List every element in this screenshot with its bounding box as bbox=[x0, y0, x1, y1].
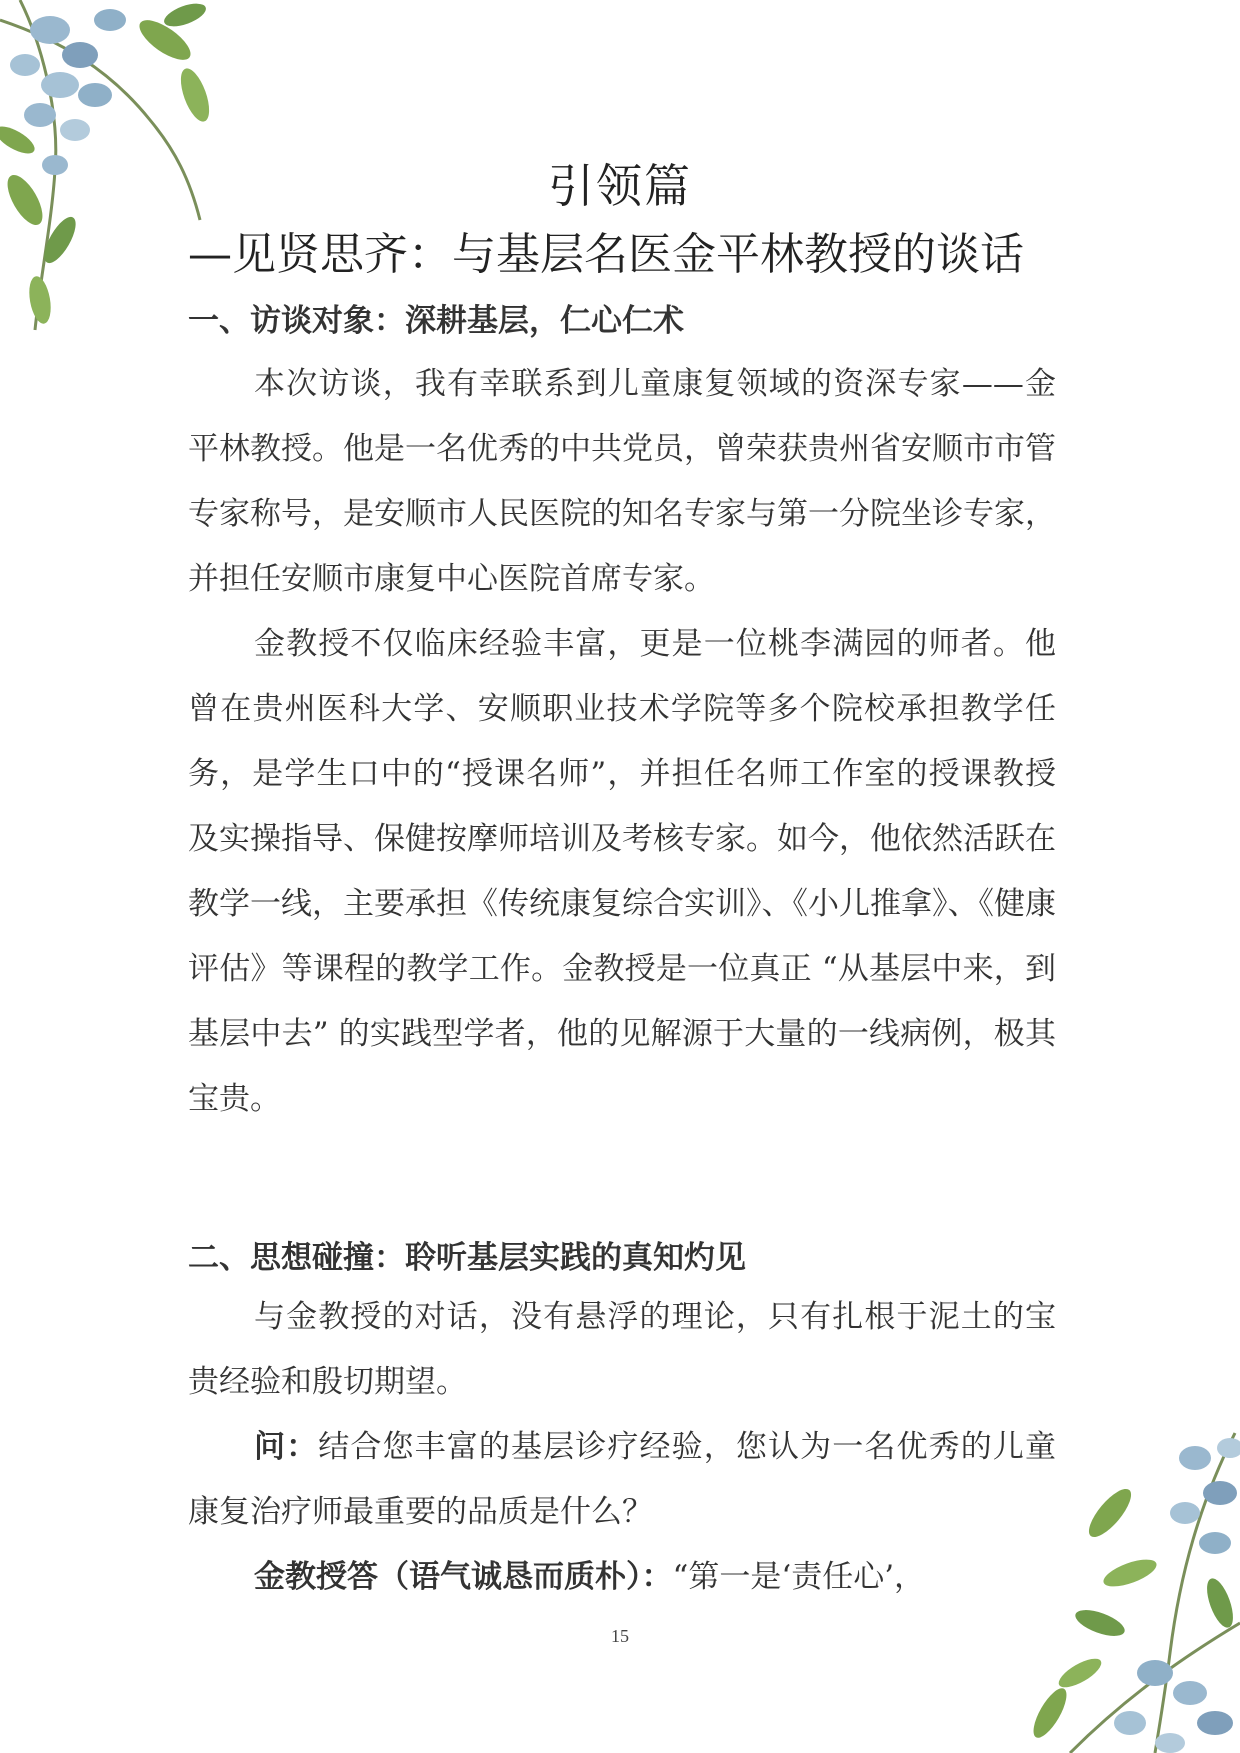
section-heading: 一、访谈对象：深耕基层，仁心仁术 bbox=[188, 303, 684, 339]
paragraph: 与金教授的对话，没有悬浮的理论，只有扎根于泥土的宝贵经验和殷切期望。 bbox=[188, 1299, 1056, 1400]
answer-paragraph bbox=[188, 1545, 1056, 1610]
page-number: 15 bbox=[611, 1626, 629, 1646]
answer-text: “第一是‘责任心’， bbox=[672, 1559, 926, 1595]
section-heading: 二、思想碰撞：聆听基层实践的真知灼见 bbox=[188, 1240, 746, 1276]
page-subtitle: —见贤思齐：与基层名医金平林教授的谈话 bbox=[188, 229, 1024, 280]
paragraph: 金教授不仅临床经验丰富，更是一位桃李满园的师者。他曾在贵州医科大学、安顺职业技术学院等多个院校承担教学任务，是学生口中的“授课名师”，并担任名师工作室的授课教授及实操指导、保健按摩师培训及考核专家。如今，他依然活跃在教学一线，主要承担《传统康复综合实训》、《小儿推拿》、《健康评估》等课程的教学工作。金教授是一位真正 “从基层中来，到基层中去” 的实践型学者，他的见解源于大量的一线病例，极其宝贵。 bbox=[188, 626, 1056, 1117]
question-text: 结合您丰富的基层诊疗经验，您认为一名优秀的儿童康复治疗师最重要的品质是什么？ bbox=[188, 1429, 1056, 1530]
question-paragraph bbox=[188, 1415, 1056, 1545]
page-title: 引领篇 bbox=[548, 159, 692, 213]
answer-label: 金教授答（语气诚恳而质朴）： bbox=[254, 1559, 673, 1595]
section-spacer bbox=[188, 1132, 1056, 1232]
question-label: 问： bbox=[254, 1429, 319, 1465]
paragraph: 本次访谈，我有幸联系到儿童康复领域的资深专家——金平林教授。他是一名优秀的中共党员，曾荣获贵州省安顺市市管专家称号，是安顺市人民医院的知名专家与第一分院坐诊专家，并担任安顺市康复中心医院首席专家。 bbox=[188, 366, 1056, 597]
article-body bbox=[188, 285, 1056, 1610]
